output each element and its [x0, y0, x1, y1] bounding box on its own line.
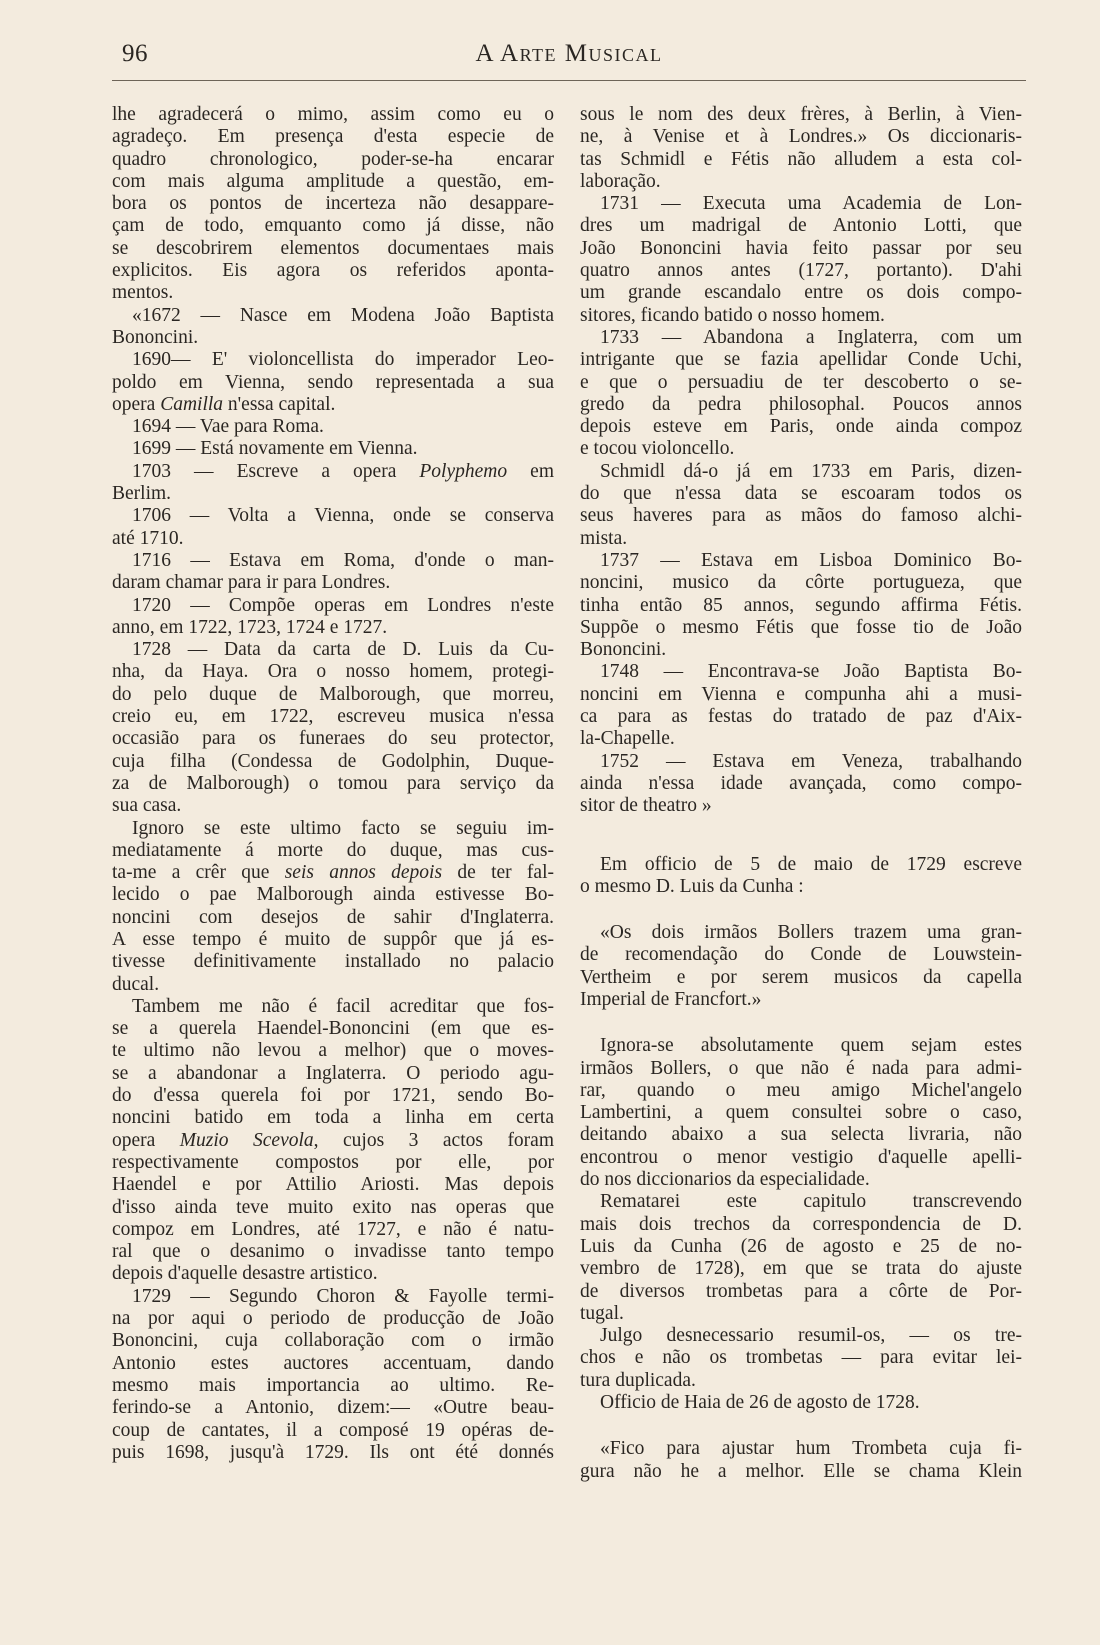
- text-line: depois esteve em Paris, onde ainda compoz: [580, 416, 1022, 438]
- text-line: do pelo duque de Malborough, que morreu,: [112, 683, 554, 705]
- text-line: Haendel e por Attilio Ariosti. Mas depois: [112, 1174, 554, 1196]
- text-line: ta-me a crêr que seis annos depois de ter fal-: [112, 862, 554, 884]
- text-line: Rematarei este capitulo transcrevendo: [600, 1191, 1022, 1213]
- text-line: «Fico para ajustar hum Trombeta cuja fi-: [600, 1438, 1022, 1460]
- text-line: 1737 — Estava em Lisboa Dominico Bo-: [600, 549, 1022, 571]
- text-line: 1694 — Vae para Roma.: [132, 416, 324, 438]
- text-line: «1672 — Nasce em Modena João Baptista: [132, 304, 554, 326]
- text-line: mentos.: [112, 282, 174, 304]
- text-line: noncini, musico da côrte portugueza, que: [580, 572, 1022, 594]
- text-line: 1752 — Estava em Veneza, trabalhando: [600, 750, 1022, 772]
- text-line: quadro chronologico, poder-se-ha encarar: [112, 148, 554, 170]
- text-line: noncini com desejos de sahir d'Inglaterra.: [112, 906, 554, 928]
- journal-title: A Arte Musical: [475, 40, 663, 67]
- text-line: opera Muzio Scevola, cujos 3 actos foram: [112, 1129, 554, 1151]
- text-line: de diversos trombetas para a côrte de Por-: [580, 1280, 1022, 1302]
- text-line: com mais alguma amplitude a questão, em-: [112, 170, 554, 192]
- text-line: ca para as festas do tratado de paz d'Aix-: [580, 706, 1022, 728]
- text-line: se a abandonar a Inglaterra. O periodo agu-: [112, 1062, 554, 1084]
- text-line: 1748 — Encontrava-se João Baptista Bo-: [600, 661, 1022, 683]
- text-line: dres um madrigal de Antonio Lotti, que: [580, 215, 1022, 237]
- text-line: ainda n'essa idade avançada, como compo-: [580, 772, 1022, 794]
- text-line: chos e não os trombetas — para evitar lei-: [580, 1347, 1022, 1369]
- text-line: nha, da Haya. Ora o nosso homem, protegi-: [112, 661, 554, 683]
- text-line: tivesse definitivamente installado no palacio: [112, 951, 554, 973]
- text-line: tas Schmidl e Fétis não alludem a esta col-: [580, 148, 1022, 170]
- text-line: 1716 — Estava em Roma, d'onde o man-: [132, 549, 554, 571]
- text-line: Bononcini.: [580, 639, 667, 661]
- text-line: intrigante que se fazia apellidar Conde Uchi,: [580, 349, 1022, 371]
- text-line: 1731 — Executa uma Academia de Lon-: [600, 193, 1022, 215]
- text-line: João Bononcini havia feito passar por seu: [580, 237, 1022, 259]
- text-line: la-Chapelle.: [580, 728, 675, 750]
- text-line: sua casa.: [112, 795, 182, 817]
- paragraph-gap: [580, 1011, 1022, 1035]
- text-line: puis 1698, jusqu'à 1729. Ils ont été donnés: [112, 1441, 554, 1463]
- text-line: 1690— E' violoncellista do imperador Leo-: [132, 349, 554, 371]
- text-line: noncini em Vienna e compunha ahi a musi-: [580, 683, 1022, 705]
- text-line: tura duplicada.: [580, 1369, 696, 1391]
- text-line: até 1710.: [112, 527, 184, 549]
- text-line: se descobrirem elementos documentaes mais: [112, 237, 554, 259]
- right-text-column: [580, 104, 1022, 1483]
- text-line: 1728 — Data da carta de D. Luis da Cu-: [132, 639, 554, 661]
- text-line: noncini batido em toda a linha em certa: [112, 1107, 554, 1129]
- text-line: encontrou o menor vestigio d'aquelle apelli-: [580, 1146, 1022, 1168]
- text-line: irmãos Bollers, o que não é nada para admi-: [580, 1057, 1022, 1079]
- text-line: lhe agradecerá o mimo, assim como eu o: [112, 104, 554, 125]
- text-line: 1706 — Volta a Vienna, onde se conserva: [132, 505, 554, 527]
- text-line: explicitos. Eis agora os referidos aponta-: [112, 260, 554, 282]
- left-text-column: [112, 104, 554, 1464]
- text-line: e tocou violoncello.: [580, 438, 735, 460]
- text-line: occasião para os funeraes do seu protector,: [112, 728, 554, 750]
- text-line: Berlim.: [112, 483, 172, 505]
- text-line: Bononcini.: [112, 326, 199, 348]
- page-number: 96: [122, 40, 148, 67]
- text-line: do nos diccionarios da especialidade.: [580, 1169, 870, 1191]
- text-line: gura não he a melhor. Elle se chama Klein: [580, 1460, 1022, 1482]
- text-line: mais dois trechos da correspondencia de D.: [580, 1213, 1022, 1235]
- text-line: ral que o desanimo o invadisse tanto tempo: [112, 1241, 554, 1263]
- text-line: vembro de 1728), em que se trata do ajuste: [580, 1258, 1022, 1280]
- text-line: te ultimo não levou a melhor) que o moves-: [112, 1040, 554, 1062]
- text-line: Ignoro se este ultimo facto se seguiu im-: [132, 817, 554, 839]
- text-line: lecido o pae Malborough ainda estivesse Bo-: [112, 884, 554, 906]
- text-line: Antonio estes auctores accentuam, dando: [112, 1352, 554, 1374]
- text-line: se a querela Haendel-Bononcini (em que es-: [112, 1018, 554, 1040]
- text-line: respectivamente compostos por elle, por: [112, 1151, 554, 1173]
- text-line: opera Camilla n'essa capital.: [112, 393, 336, 415]
- paragraph-gap: [580, 818, 1022, 854]
- text-line: Lambertini, a quem consultei sobre o caso,: [580, 1102, 1022, 1124]
- text-line: sitores, ficando batido o nosso homem.: [580, 304, 885, 326]
- text-line: do que n'essa data se escoaram todos os: [580, 483, 1022, 505]
- text-line: sous le nom des deux frères, à Berlin, à Vien-: [580, 104, 1022, 125]
- text-line: 1699 — Está novamente em Vienna.: [132, 438, 418, 460]
- text-line: deitando abaixo a sua selecta livraria, não: [580, 1124, 1022, 1146]
- text-line: do d'essa querela foi por 1721, sendo Bo-: [112, 1085, 554, 1107]
- text-line: bora os pontos de incerteza não desappare-: [112, 193, 554, 215]
- text-line: depois d'aquelle desastre artistico.: [112, 1263, 378, 1285]
- text-line: 1703 — Escreve a opera Polyphemo em: [132, 460, 554, 482]
- text-line: tinha então 85 annos, segundo affirma Fétis.: [580, 594, 1022, 616]
- text-line: de recomendação do Conde de Louwstein-: [580, 944, 1022, 966]
- text-line: tugal.: [580, 1302, 624, 1324]
- text-line: Luis da Cunha (26 de agosto e 25 de no-: [580, 1235, 1022, 1257]
- header-rule: [112, 80, 1026, 81]
- text-line: ferindo-se a Antonio, dizem:— «Outre beau-: [112, 1397, 554, 1419]
- text-line: Officio de Haia de 26 de agosto de 1728.: [600, 1392, 920, 1414]
- page-header: [112, 36, 1026, 76]
- text-line: 1729 — Segundo Choron & Fayolle termi-: [132, 1285, 554, 1307]
- text-line: seus haveres para as mãos do famoso alchi-: [580, 505, 1022, 527]
- text-line: anno, em 1722, 1723, 1724 e 1727.: [112, 616, 388, 638]
- text-line: laboração.: [580, 170, 661, 192]
- text-line: compoz em Londres, até 1727, e não é natu-: [112, 1218, 554, 1240]
- text-line: Vertheim e por serem musicos da capella: [580, 966, 1022, 988]
- text-line: Suppõe o mesmo Fétis que fosse tio de João: [580, 616, 1022, 638]
- text-line: gredo da pedra philosophal. Poucos annos: [580, 393, 1022, 415]
- text-line: A esse tempo é muito de suppôr que já es-: [112, 928, 554, 950]
- text-line: creio eu, em 1722, escreveu musica n'essa: [112, 706, 554, 728]
- text-line: quatro annos antes (1727, portanto). D'ahi: [580, 260, 1022, 282]
- text-line: çam de todo, emquanto como já disse, não: [112, 215, 554, 237]
- text-line: mediatamente á morte do duque, mas cus-: [112, 839, 554, 861]
- text-line: um grande escandalo entre os dois compo-: [580, 282, 1022, 304]
- text-line: Imperial de Francfort.»: [580, 988, 762, 1010]
- text-line: na por aqui o periodo de producção de João: [112, 1308, 554, 1330]
- text-line: daram chamar para ir para Londres.: [112, 572, 391, 594]
- text-line: Bononcini, cuja collaboração com o irmão: [112, 1330, 554, 1352]
- paragraph-gap: [580, 1414, 1022, 1438]
- text-line: Em officio de 5 de maio de 1729 escreve: [600, 853, 1022, 875]
- text-line: sitor de theatro »: [580, 795, 712, 817]
- text-line: d'isso ainda teve muito exito nas operas que: [112, 1196, 554, 1218]
- text-line: 1733 — Abandona a Inglaterra, com um: [600, 326, 1022, 348]
- text-line: ducal.: [112, 973, 160, 995]
- text-line: poldo em Vienna, sendo representada a sua: [112, 371, 554, 393]
- text-line: ne, à Venise et à Londres.» Os diccionaris-: [580, 126, 1022, 148]
- text-line: coup de cantates, il a composé 19 opéras de-: [112, 1419, 554, 1441]
- text-line: cuja filha (Condessa de Godolphin, Duque-: [112, 750, 554, 772]
- text-line: Julgo desnecessario resumil-os, — os tre-: [600, 1325, 1022, 1347]
- text-line: mista.: [580, 527, 628, 549]
- text-line: rar, quando o meu amigo Michel'angelo: [580, 1079, 1022, 1101]
- text-line: za de Malborough) o tomou para serviço da: [112, 772, 554, 794]
- text-line: agradeço. Em presença d'esta especie de: [112, 126, 554, 148]
- text-line: o mesmo D. Luis da Cunha :: [580, 875, 804, 897]
- text-line: Tambem me não é facil acreditar que fos-: [132, 995, 554, 1017]
- text-line: 1720 — Compõe operas em Londres n'este: [132, 594, 554, 616]
- text-line: «Os dois irmãos Bollers trazem uma gran-: [600, 922, 1022, 944]
- text-line: Ignora-se absolutamente quem sejam estes: [600, 1035, 1022, 1057]
- text-line: Schmidl dá-o já em 1733 em Paris, dizen-: [600, 460, 1022, 482]
- text-line: mesmo mais importancia ao ultimo. Re-: [112, 1374, 554, 1396]
- text-line: e que o persuadiu de ter descoberto o se-: [580, 371, 1022, 393]
- paragraph-gap: [580, 898, 1022, 922]
